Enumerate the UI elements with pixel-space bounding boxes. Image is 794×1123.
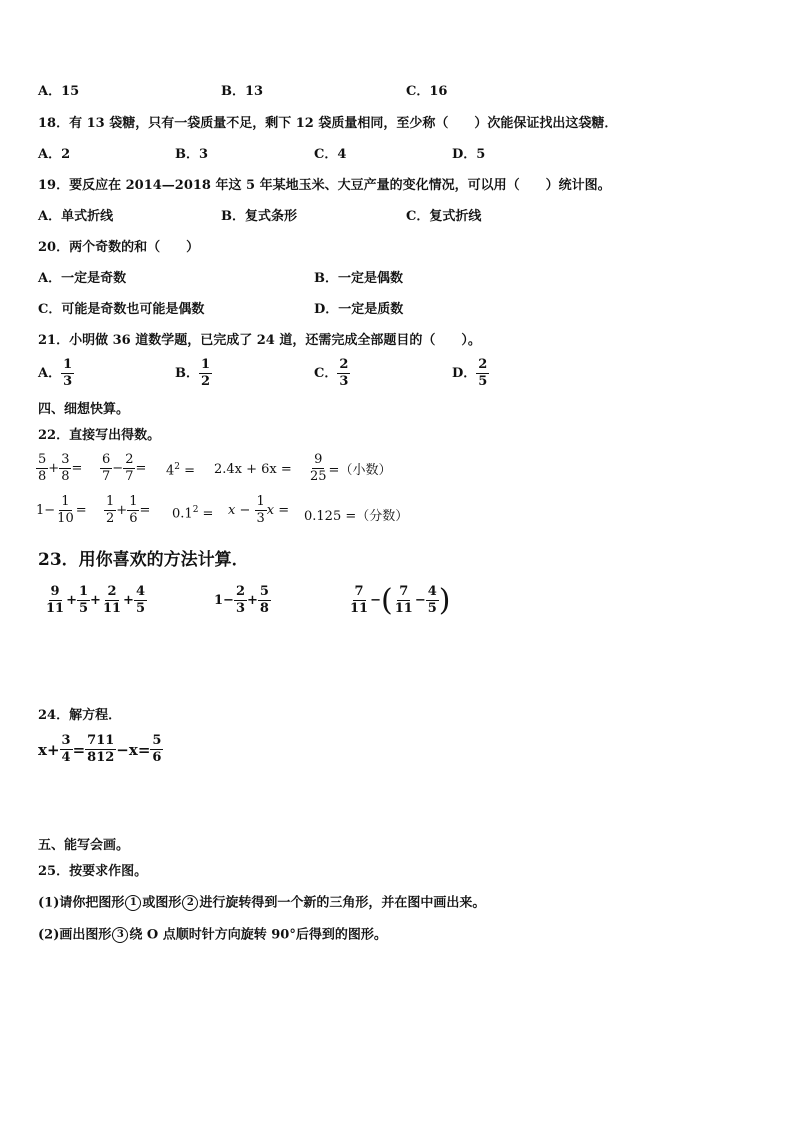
q24-stem: 24．解方程． xyxy=(38,708,122,723)
fraction: $\frac{2}{3}$ xyxy=(339,357,349,389)
q21-option-c xyxy=(314,357,350,390)
q20-option-d: D．一定是质数 xyxy=(314,302,404,317)
q23-expr-1: $\frac{9}{11}$ + $\frac{1}{5}$ + $\frac{2}{11}$ + $\frac{4}{5}$ xyxy=(46,584,145,616)
q22-r1-e: $\frac{9}{25}$ =（小数） xyxy=(310,452,392,484)
q20-option-b: B．一定是偶数 xyxy=(314,271,403,286)
q23-expr-3: $\frac{7}{11}$ − ( $\frac{7}{11}$ − $\frac{4}{5}$ ) xyxy=(350,582,451,618)
q20-stem: 20．两个奇数的和（ ） xyxy=(38,240,200,255)
q18-option-d: D．5 xyxy=(452,147,486,162)
circled-number-3: 3 xyxy=(112,927,128,943)
option-letter: B． xyxy=(175,365,199,381)
section-5-heading: 五、能写会画。 xyxy=(38,838,130,853)
option-letter: A． xyxy=(38,365,62,381)
q19-option-a: A．单式折线 xyxy=(38,209,114,224)
circled-number-2: 2 xyxy=(182,895,198,911)
q20-option-a: A．一定是奇数 xyxy=(38,271,127,286)
fraction: $\frac{2}{5}$ xyxy=(478,357,488,389)
q23-stem: 23．用你喜欢的方法计算． xyxy=(38,550,249,570)
q17-option-b: B．13 xyxy=(221,84,264,99)
q19-option-b: B．复式条形 xyxy=(221,209,297,224)
q25-stem: 25．按要求作图。 xyxy=(38,864,148,879)
q18-option-a: A．2 xyxy=(38,147,71,162)
q22-r2-e: 0.125 =（分数） xyxy=(304,509,409,524)
q20-option-c: C．可能是奇数也可能是偶数 xyxy=(38,302,205,317)
q21-option-a xyxy=(38,357,74,390)
q22-r2-d: x − $\frac{1}{3}$ x = xyxy=(228,494,290,526)
q22-r2-b: $\frac{1}{2}$ + $\frac{1}{6}$ = xyxy=(106,494,151,526)
q19-stem: 19．要反应在 2014—2018 年这 5 年某地玉米、大豆产量的变化情况，可以用（ ）统计图。 xyxy=(38,178,611,193)
q22-r1-a: $\frac{5}{8}$ + $\frac{3}{8}$ = xyxy=(38,452,83,484)
q25-part-1: (1)请你把图形 1 或图形 2 进行旋转得到一个新的三角形，并在图中画出来。 xyxy=(38,895,486,911)
q17-option-c: C．16 xyxy=(406,84,448,99)
q25-part-2: (2)画出图形 3 绕 O 点顺时针方向旋转 90°后得到的图形。 xyxy=(38,927,387,943)
q21-option-d xyxy=(452,357,489,390)
circled-number-1: 1 xyxy=(125,895,141,911)
option-letter: C． xyxy=(314,365,338,381)
q19-option-c: C．复式折线 xyxy=(406,209,482,224)
q21-option-b xyxy=(175,357,212,390)
option-letter: D． xyxy=(452,365,477,381)
q22-r1-d: 2.4x + 6x = xyxy=(214,462,292,477)
q22-r1-c: $4^2$ = xyxy=(166,462,196,479)
section-4-heading: 四、细想快算。 xyxy=(38,402,130,417)
q18-stem: 18．有 13 袋糖，只有一袋质量不足，剩下 12 袋质量相同，至少称（ ）次能保证找出这袋糖． xyxy=(38,116,618,131)
q18-option-c: C．4 xyxy=(314,147,347,162)
fraction: $\frac{1}{3}$ xyxy=(63,357,73,389)
q22-r2-c: $0.1^2$ = xyxy=(172,505,214,522)
q18-option-b: B．3 xyxy=(175,147,209,162)
q22-r1-b: $\frac{6}{7}$ − $\frac{2}{7}$ = xyxy=(102,452,147,484)
fraction: $\frac{1}{2}$ xyxy=(201,357,211,389)
q22-stem: 22．直接写出得数。 xyxy=(38,428,161,443)
q17-option-a: A．15 xyxy=(38,84,80,99)
q24-equation: x + $\frac{3}{4}$ = $\frac{711}{812}$ − x = $\frac{5}{6}$ xyxy=(38,733,162,765)
q22-r2-a: 1− $\frac{1}{10}$ = xyxy=(36,494,87,526)
q23-expr-2: 1− $\frac{2}{3}$ + $\frac{5}{8}$ xyxy=(214,584,269,616)
q21-stem: 21．小明做 36 道数学题，已完成了 24 道，还需完成全部题目的（ ）。 xyxy=(38,333,481,348)
